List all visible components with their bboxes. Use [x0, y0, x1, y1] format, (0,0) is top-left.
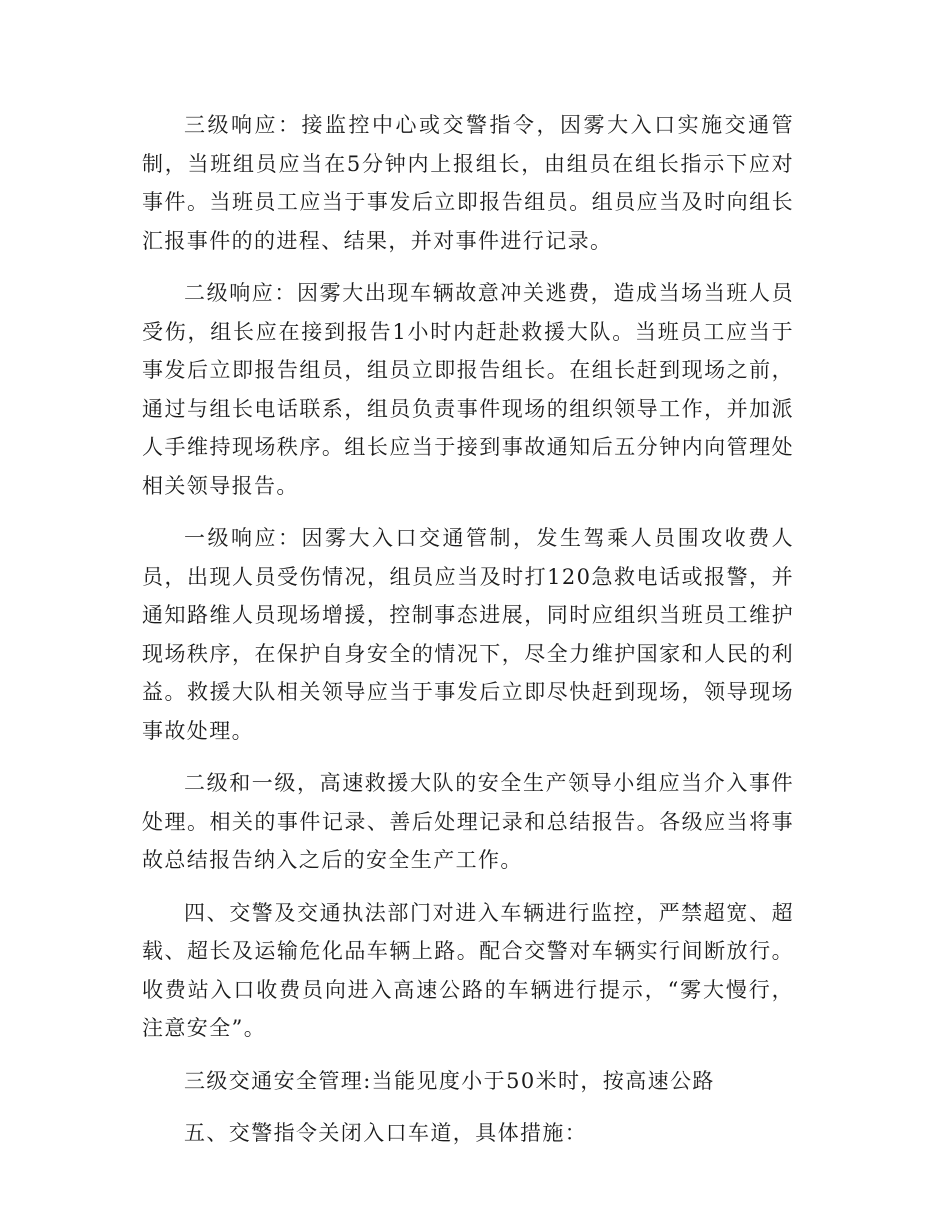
paragraph-section-five: 五、交警指令关闭入口车道，具体措施： [184, 1121, 588, 1145]
paragraph-level2-response: 二级响应：因雾大出现车辆故意冲关逃费，造成当场当班人员受伤，组长应在接到报告1小时内赶赴救援大队。当班员工应当于事发后立即报告组员，组员立即报告组长。在组长赶到现场之前，通过与组长电话联系，组员负责事件现场的组织领导工作，并加派人手维持现场秩序。组长应当于接到事故通知后五分钟内向管理处相关领导报告。 [142, 281, 794, 498]
paragraph-level3-response: 三级响应：接监控中心或交警指令，因雾大入口实施交通管制，当班组员应当在5分钟内上报组长，由组员在组长指示下应对事件。当班员工应当于事发后立即报告组员。组员应当及时向组长汇报事件的的进程、结果，并对事件进行记录。 [142, 113, 794, 253]
paragraph-level2-and-1: 二级和一级，高速救援大队的安全生产领导小组应当介入事件处理。相关的事件记录、善后处理记录和总结报告。各级应当将事故总结报告纳入之后的安全生产工作。 [142, 771, 794, 872]
paragraph-section-four: 四、交警及交通执法部门对进入车辆进行监控，严禁超宽、超载、超长及运输危化品车辆上路。配合交警对车辆实行间断放行。收费站入口收费员向进入高速公路的车辆进行提示，“雾大慢行，注意安全”。 [142, 900, 794, 1040]
paragraph-level3-traffic-safety: 三级交通安全管理:当能见度小于50米时，按高速公路 [184, 1068, 715, 1093]
paragraph-level1-response: 一级响应：因雾大入口交通管制，发生驾乘人员围攻收费人员，出现人员受伤情况，组员应当及时打120急救电话或报警，并通知路维人员现场增援，控制事态进展，同时应组织当班员工维护现场秩序，在保护自身安全的情况下，尽全力维护国家和人民的利益。救援大队相关领导应当于事发后立即尽快赶到现场，领导现场事故处理。 [142, 526, 794, 743]
document-body [142, 106, 794, 1167]
